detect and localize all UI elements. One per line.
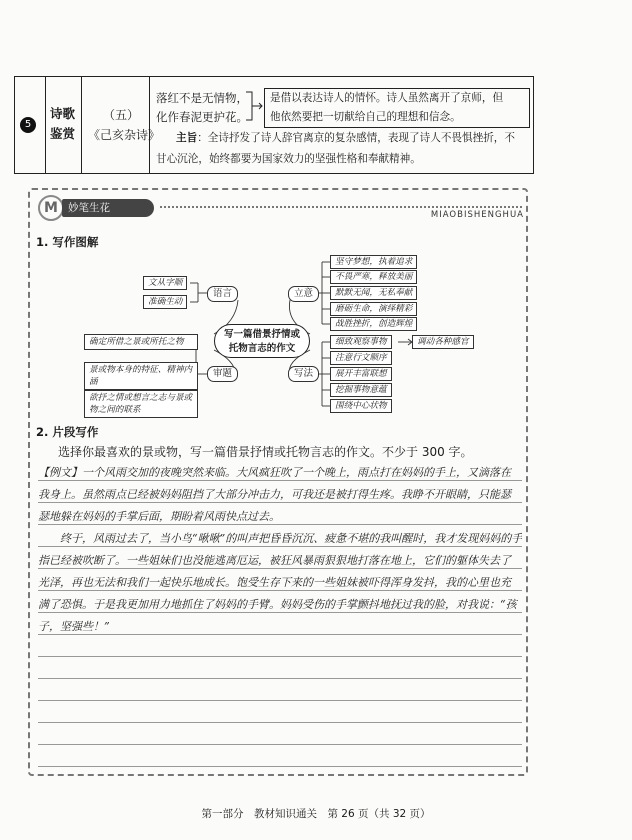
mindmap-leaf: 景或物本身的特征、精神内涵 (84, 362, 198, 390)
mindmap-leaf: 围绕中心状物 (330, 399, 392, 413)
category-line-2: 鉴赏 (50, 126, 76, 141)
essay-line: 瑟地躲在妈妈的手掌后面，期盼着风雨快点过去。 (38, 510, 280, 523)
ruled-line (38, 700, 522, 701)
ruled-line (38, 612, 522, 613)
mindmap-center (214, 324, 310, 358)
essay-line: 满了恐惧。于是我更加用力地抓住了妈妈的手臂。妈妈受伤的手掌颤抖地抚过我的脸，对我说：“孩 (38, 598, 517, 611)
writing-prompt: 选择你最喜欢的景或物，写一篇借景抒情或托物言志的作文。不少于 300 字。 (58, 445, 473, 459)
essay-line: 终于，风雨过去了，当小鸟“啾啾”的叫声把昏昏沉沉、疲惫不堪的我叫醒时，我才发现妈妈的手 (60, 532, 522, 545)
mindmap-leaf: 坚守梦想，执着追求 (330, 255, 417, 269)
mindmap-category-intent: 立意 (288, 286, 319, 302)
page-footer: 第一部分 教材知识通关 第 26 页（共 32 页） (201, 808, 431, 820)
ruled-line (38, 656, 522, 657)
section-title-diagram: 1. 写作图解 (36, 235, 99, 249)
theme-line-2: 甘心沉沦，始终都要为国家效力的坚强性格和奉献精神。 (156, 153, 421, 165)
mindmap-leaf: 准确生动 (143, 295, 187, 309)
mindmap-leaf: 挖掘事物意蕴 (330, 383, 392, 397)
ruled-line (38, 568, 522, 569)
mindmap-category-method: 写法 (288, 366, 319, 382)
mindmap-leaf: 调动各种感官 (412, 335, 474, 349)
mindmap-leaf: 确定所借之景或所托之物 (84, 334, 198, 350)
mindmap-leaf: 默默无闻，无私奉献 (330, 286, 417, 300)
mindmap-leaf: 磨砺生命，演绎精彩 (330, 302, 417, 316)
mindmap-category-language: 语言 (207, 286, 238, 302)
essay-line: 光泽，再也无法和我们一起快乐地成长。饱受生存下来的一些姐妹被吓得浑身发抖，我的心里也充 (38, 576, 511, 589)
essay-line: 我身上。虽然雨点已经被妈妈阻挡了大部分冲击力，可我还是被打得生疼。我睁不开眼睛，只能瑟 (38, 488, 511, 501)
essay-line: 【例文】一个风雨交加的夜晚突然来临。大风疯狂吹了一个晚上，雨点打在妈妈的手上，又滴落在 (38, 466, 511, 479)
essay-line: 指已经被吹断了。一些姐妹们也没能逃离厄运，被狂风暴雨狠狠地打落在地上，它们的躯体失去了 (38, 554, 511, 567)
center-line-1: 写一篇借景抒情或 (223, 329, 300, 340)
mindmap-category-theme: 审题 (207, 366, 238, 382)
essay-line: 子，坚强些！” (38, 620, 110, 633)
mindmap-leaf: 不畏严寒，释放美丽 (330, 270, 417, 284)
mindmap-leaf: 欲抒之情或想言之志与景或物之间的联系 (84, 390, 198, 418)
ruled-line (38, 480, 522, 481)
item-number-badge: 5 (20, 117, 36, 133)
ruled-line (38, 634, 522, 635)
theme-text-1: ：全诗抒发了诗人辞官离京的复杂感情，表现了诗人不畏惧挫折，不 (197, 132, 515, 144)
mindmap-leaf: 细致观察事物 (330, 335, 392, 349)
meaning-line-1: 是借以表达诗人的情怀。诗人虽然离开了京师，但 (270, 92, 504, 104)
mindmap-leaf: 展开丰富联想 (330, 367, 392, 381)
poem-line-1: 落红不是无情物， (156, 91, 248, 105)
section-title-writing: 2. 片段写作 (36, 425, 99, 439)
center-line-2: 托物言志的作文 (228, 343, 296, 354)
mindmap-leaf: 战胜挫折，创造辉煌 (330, 317, 417, 331)
ruled-line (38, 590, 522, 591)
ruled-line (38, 502, 522, 503)
ruled-line (38, 722, 522, 723)
logo-letter: M (38, 195, 64, 221)
ruled-line (38, 744, 522, 745)
poem-line-2: 化作春泥更护花。 (156, 110, 248, 124)
logo-banner: 妙笔生花 (62, 199, 154, 217)
meaning-line-2: 他依然要把一切献给自己的理想和信念。 (270, 111, 461, 123)
mindmap-leaf: 注意行文顺序 (330, 351, 392, 365)
ruled-line (38, 546, 522, 547)
poem-index: （五） (103, 108, 140, 122)
poem-title: 《己亥杂诗》 (88, 128, 161, 142)
theme-label: 主旨 (176, 132, 198, 144)
ruled-line (38, 678, 522, 679)
category-line-1: 诗歌 (50, 106, 76, 121)
ruled-line (38, 766, 522, 767)
pinyin-caption: MIAOBISHENGHUA (430, 210, 524, 220)
mindmap-leaf: 文从字顺 (143, 276, 187, 290)
ruled-line (38, 524, 522, 525)
